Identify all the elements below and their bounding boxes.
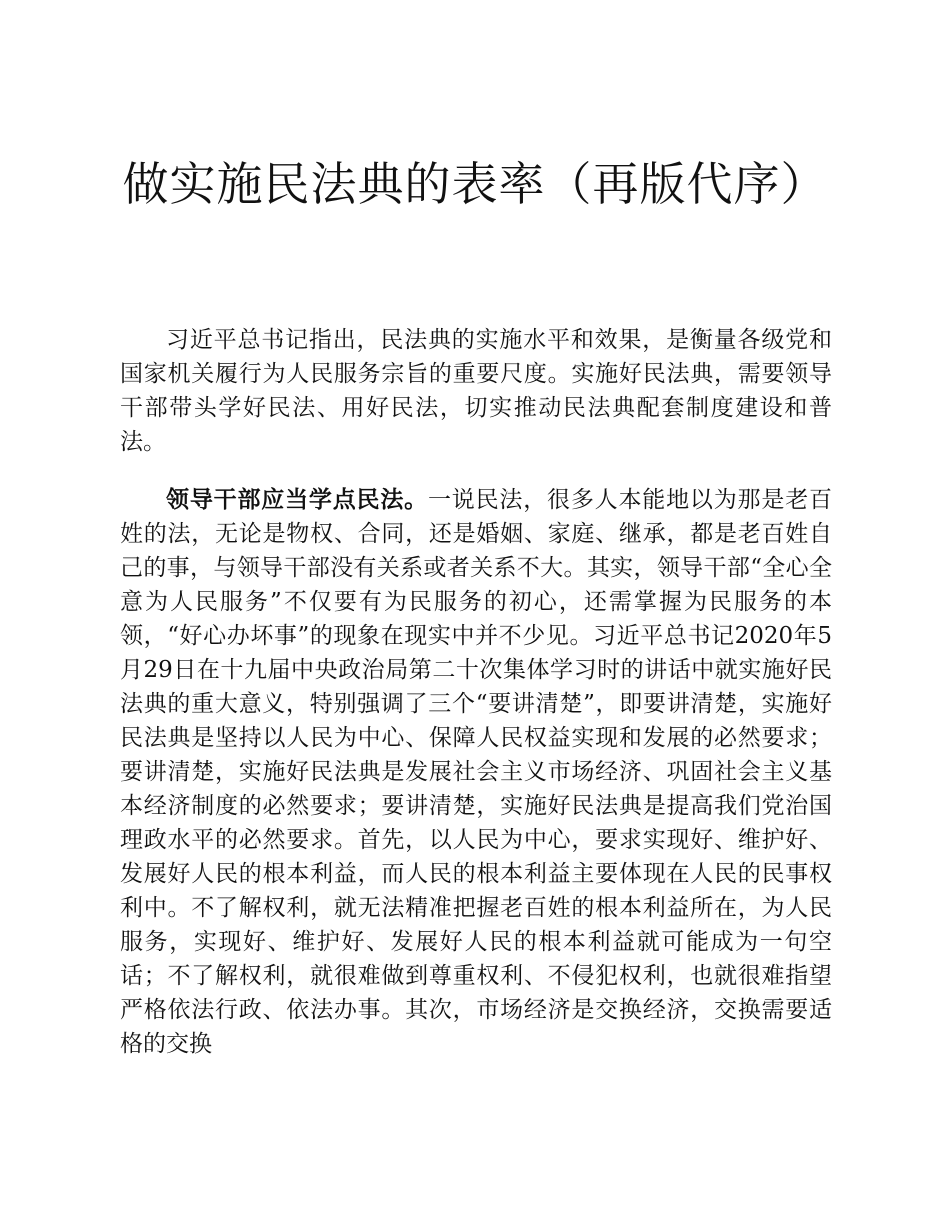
paragraph-1-text: 习近平总书记指出，民法典的实施水平和效果，是衡量各级党和国家机关履行为人民服务宗旨的重要尺度。实施好民法典，需要领导干部带头学好民法、用好民法，切实推动民法典配套制度建设和普法。 xyxy=(120,327,832,455)
paragraph-2 xyxy=(120,483,832,1061)
document-body xyxy=(120,323,832,1085)
paragraph-2-lead: 领导干部应当学点民法。 xyxy=(166,486,428,513)
document-title: 做实施民法典的表率（再版代序） xyxy=(122,157,828,211)
paragraph-2-text: 一说民法，很多人本能地以为那是老百姓的法，无论是物权、合同，还是婚姻、家庭、继承，都是老百姓自己的事，与领导干部没有关系或者关系不大。其实，领导干部“全心全意为人民服务”不仅要有为民服务的初心，还需掌握为民服务的本领，“好心办坏事”的现象在现实中并不少见。习近平总书记2020年5月29日在十九届中央政治局第二十次集体学习时的讲话中就实施好民法典的重大意义，特别强调了三个“要讲清楚”，即要讲清楚，实施好民法典是坚持以人民为中心、保障人民权益实现和发展的必然要求；要讲清楚，实施好民法典是发展社会主义市场经济、巩固社会主义基本经济制度的必然要求；要讲清楚，实施好民法典是提高我们党治国理政水平的必然要求。首先，以人民为中心，要求实现好、维护好、发展好人民的根本利益，而人民的根本利益主要体现在人民的民事权利中。不了解权利，就无法精准把握老百姓的根本利益所在，为人民服务，实现好、维护好、发展好人民的根本利益就可能成为一句空话；不了解权利，就很难做到尊重权利、不侵犯权利，也就很难指望严格依法行政、依法办事。其次，市场经济是交换经济，交换需要适格的交换 xyxy=(120,487,833,1057)
paragraph-1 xyxy=(120,323,832,459)
